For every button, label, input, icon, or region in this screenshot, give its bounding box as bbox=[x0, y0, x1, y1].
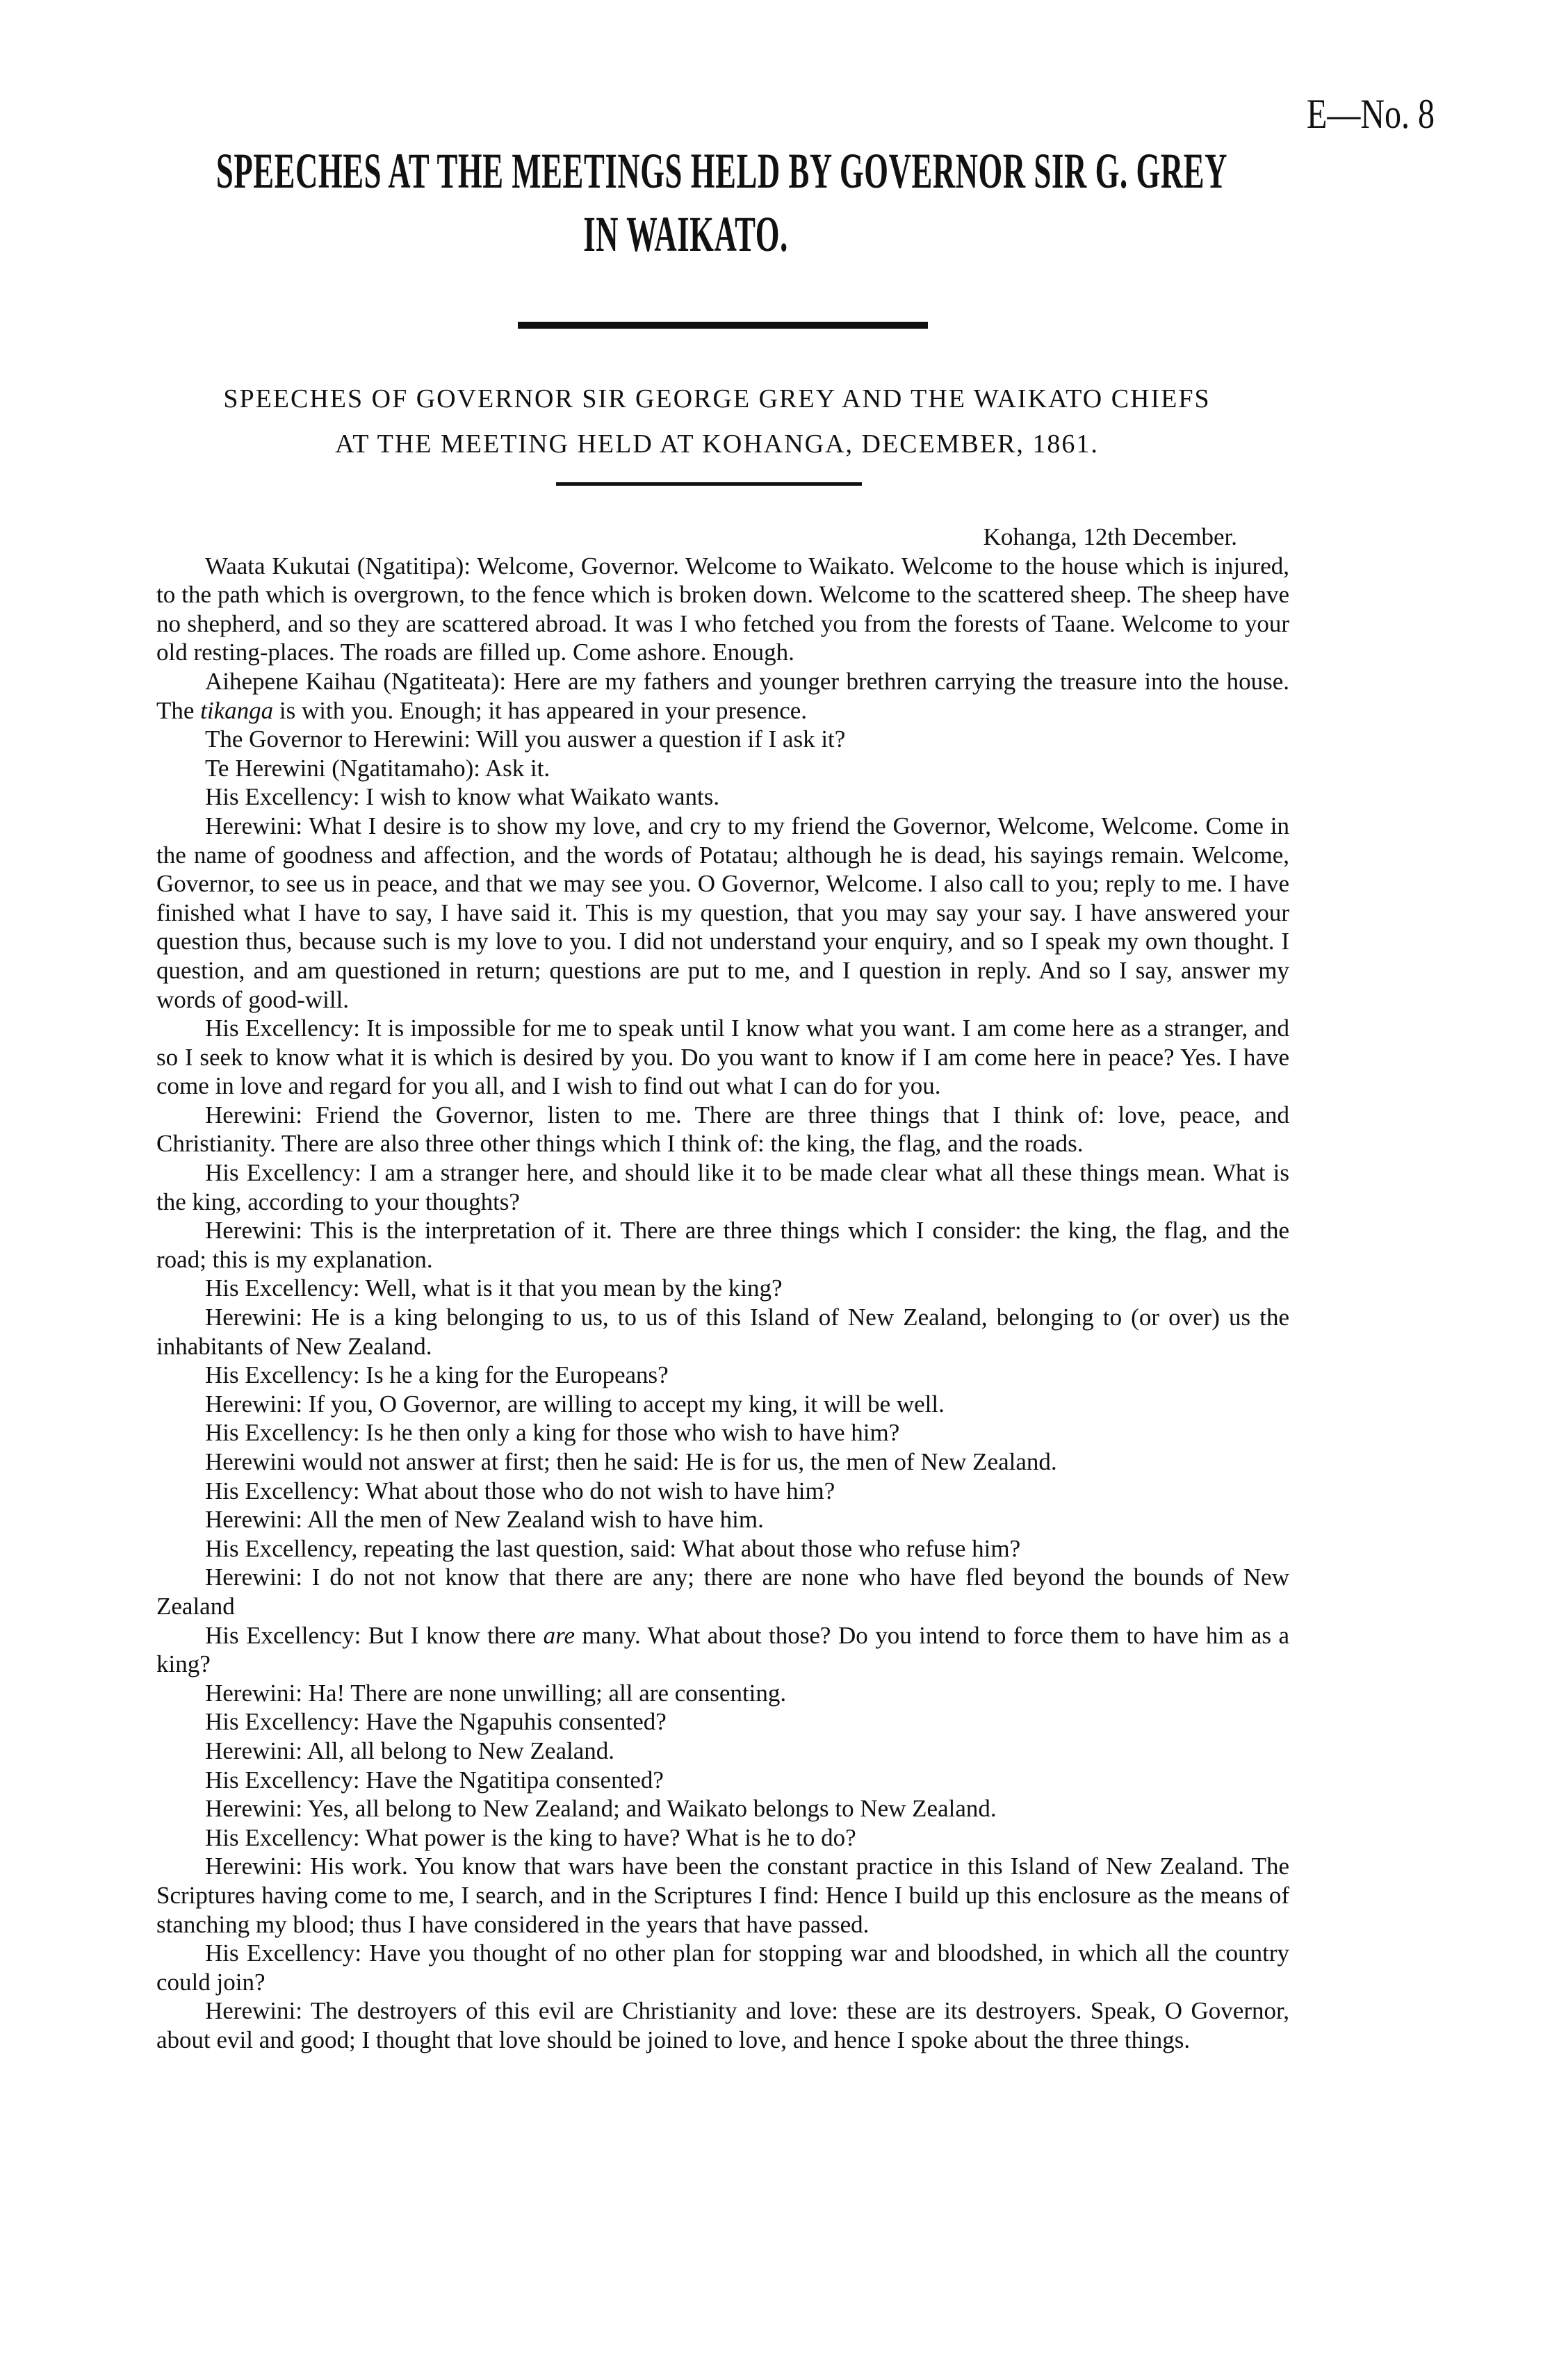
paragraph-text: His Excellency: Well, what is it that you mean by the king? bbox=[205, 1274, 783, 1302]
speech-paragraph bbox=[156, 1996, 1289, 2054]
speech-paragraph bbox=[156, 725, 1289, 754]
paragraph-text: Herewini: His work. You know that wars have been the constant practice in this Island of New Zealand. The Scriptures having come to me, I search, and in the Scriptures I find: Hence I build up this enclosure as the means of stanching my blood; thus I have considered in the years that have passed. bbox=[156, 1853, 1289, 1938]
dateline: Kohanga, 12th December. bbox=[983, 523, 1237, 550]
paragraph-text: Herewini: If you, O Governor, are willing to accept my king, it will be well. bbox=[205, 1390, 945, 1418]
speech-paragraph bbox=[156, 1794, 1289, 1823]
speech-paragraph bbox=[156, 1939, 1289, 1996]
speech-paragraph bbox=[156, 1216, 1289, 1274]
paragraph-text: His Excellency: Have you thought of no other plan for stopping war and bloodshed, in which all the country could join? bbox=[156, 1939, 1289, 1996]
divider-rule bbox=[556, 482, 862, 486]
speech-paragraphs bbox=[156, 552, 1289, 2055]
speech-paragraph bbox=[156, 1101, 1289, 1158]
speech-paragraph bbox=[156, 754, 1289, 783]
paragraph-text: Herewini: He is a king belonging to us, to us of this Island of New Zealand, belonging to (or over) us the inhabitants of New Zealand. bbox=[156, 1304, 1289, 1360]
paragraph-text: Herewini: Ha! There are none unwilling; all are consenting. bbox=[205, 1679, 787, 1707]
speech-paragraph bbox=[156, 1823, 1289, 1853]
paragraph-text: Waata Kukutai (Ngatitipa): Welcome, Governor. Welcome to Waikato. Welcome to the house which is injured, to the path which is overgrown, to the fence which is broken down. Welcome to the scattered sheep. The sheep have no shepherd, and so they are scattered abroad. It was I who fetched you from the forests of Taane. Welcome to your old resting-places. The roads are filled up. Come ashore. Enough. bbox=[156, 552, 1289, 666]
speech-paragraph bbox=[156, 1390, 1289, 1419]
speech-paragraph bbox=[156, 1737, 1289, 1766]
speech-paragraph bbox=[156, 1563, 1289, 1620]
speech-paragraph bbox=[156, 1679, 1289, 1708]
speech-paragraph bbox=[156, 1707, 1289, 1737]
paragraph-text: His Excellency: Is he then only a king for those who wish to have him? bbox=[205, 1419, 900, 1447]
document-reference: E—No. 8 bbox=[1307, 91, 1435, 137]
speech-paragraph bbox=[156, 1621, 1289, 1679]
speech-paragraph bbox=[156, 1852, 1289, 1939]
section-heading-line-1: SPEECHES OF GOVERNOR SIR GEORGE GREY AND THE WAIKATO CHIEFS bbox=[223, 384, 1211, 413]
speech-paragraph bbox=[156, 782, 1289, 812]
speech-paragraph bbox=[156, 1766, 1289, 1795]
paragraph-text: His Excellency: What power is the king to have? What is he to do? bbox=[205, 1823, 856, 1851]
speech-paragraph bbox=[156, 812, 1289, 1014]
speech-paragraph bbox=[156, 1534, 1289, 1564]
section-heading-line-2: AT THE MEETING HELD AT KOHANGA, DECEMBER, 1861. bbox=[335, 429, 1099, 459]
paragraph-text: His Excellency: I am a stranger here, and should like it to be made clear what all these things mean. What is the king, according to your thoughts? bbox=[156, 1159, 1289, 1215]
paragraph-text: His Excellency: Have the Ngatitipa consented? bbox=[205, 1766, 664, 1794]
paragraph-text: His Excellency: Have the Ngapuhis consented? bbox=[205, 1708, 667, 1736]
paragraph-text: Herewini: All, all belong to New Zealand. bbox=[205, 1737, 615, 1764]
paragraph-text: Te Herewini (Ngatitamaho): Ask it. bbox=[205, 754, 550, 782]
paragraph-text: His Excellency: I wish to know what Waikato wants. bbox=[205, 783, 720, 811]
paragraph-text: His Excellency: What about those who do not wish to have him? bbox=[205, 1477, 835, 1504]
divider-rule bbox=[518, 322, 928, 329]
paragraph-text: His Excellency: It is impossible for me to speak until I know what you want. I am come here as a stranger, and so I seek to know what it is which is desired by you. Do you want to know if I am come here in peace? Yes. I have come in love and regard for you all, and I wish to find out what I can do for you. bbox=[156, 1015, 1289, 1100]
paragraph-text: His Excellency: Is he a king for the Europeans? bbox=[205, 1361, 669, 1389]
speech-paragraph bbox=[156, 1477, 1289, 1506]
paragraph-text: Herewini: I do not not know that there are any; there are none who have fled beyond the bounds of New Zealand bbox=[156, 1564, 1289, 1620]
paragraph-text: Aihepene Kaihau (Ngatiteata): Here are my fathers and younger brethren carrying the treasure into the house. The bbox=[156, 667, 1289, 724]
paragraph-text: Herewini would not answer at first; then he said: He is for us, the men of New Zealand. bbox=[205, 1448, 1057, 1475]
italic-term: tikanga bbox=[200, 696, 274, 724]
paragraph-text: Herewini: The destroyers of this evil are Christianity and love: these are its destroyers. Speak, O Governor, about evil and good; I thought that love should be joined to love, and hence I spoke about the three things. bbox=[156, 1997, 1289, 2053]
speech-paragraph bbox=[156, 1447, 1289, 1477]
document-title bbox=[0, 142, 1465, 200]
speech-paragraph bbox=[156, 1274, 1289, 1303]
speech-paragraph bbox=[156, 1014, 1289, 1101]
paragraph-text: Herewini: Yes, all belong to New Zealand; and Waikato belongs to New Zealand. bbox=[205, 1795, 997, 1823]
speech-paragraph bbox=[156, 1361, 1289, 1390]
title-line-2: IN WAIKATO. bbox=[583, 206, 788, 262]
speech-paragraph bbox=[156, 552, 1289, 667]
document-title-continued bbox=[0, 206, 1465, 263]
document-body bbox=[156, 523, 1289, 2054]
italic-term: are bbox=[543, 1621, 575, 1649]
paragraph-text: His Excellency, repeating the last question, said: What about those who refuse him? bbox=[205, 1534, 1021, 1562]
paragraph-text: many. What about those? Do you intend to force them to have him as a king? bbox=[156, 1621, 1289, 1678]
paragraph-text: Herewini: All the men of New Zealand wish to have him. bbox=[205, 1506, 764, 1534]
paragraph-text: Herewini: Friend the Governor, listen to me. There are three things that I think of: love, peace, and Christianity. There are also three other things which I think of: the king, the flag, and the roads. bbox=[156, 1101, 1289, 1158]
paragraph-text: Herewini: What I desire is to show my love, and cry to my friend the Governor, Welcome, Welcome. Come in the name of goodness and affection, and the words of Potatau; although he is dead, his sayings remain. Welcome, Governor, to see us in peace, and that we may see you. O Governor, Welcome. I also call to you; reply to me. I have finished what I have to say, I have said it. This is my question, that you may say your say. I have answered your question thus, because such is my love to you. I did not understand your enquiry, and so I speak my own thought. I question, and am questioned in return; questions are put to me, and I question in reply. And so I say, answer my words of good-will. bbox=[156, 812, 1289, 1013]
paragraph-text: Herewini: This is the interpretation of it. There are three things which I consider: the king, the flag, and the road; this is my explanation. bbox=[156, 1217, 1289, 1273]
title-line-1: SPEECHES AT THE MEETINGS HELD BY GOVERNOR SIR G. GREY bbox=[215, 143, 1227, 199]
paragraph-text: His Excellency: But I know there bbox=[205, 1621, 544, 1649]
paragraph-text: The Governor to Herewini: Will you auswer a question if I ask it? bbox=[205, 725, 846, 753]
speech-paragraph bbox=[156, 1418, 1289, 1447]
paragraph-text: is with you. Enough; it has appeared in your presence. bbox=[273, 696, 808, 724]
speech-paragraph bbox=[156, 1505, 1289, 1534]
speech-paragraph bbox=[156, 667, 1289, 725]
speech-paragraph bbox=[156, 1158, 1289, 1216]
speech-paragraph bbox=[156, 1303, 1289, 1361]
